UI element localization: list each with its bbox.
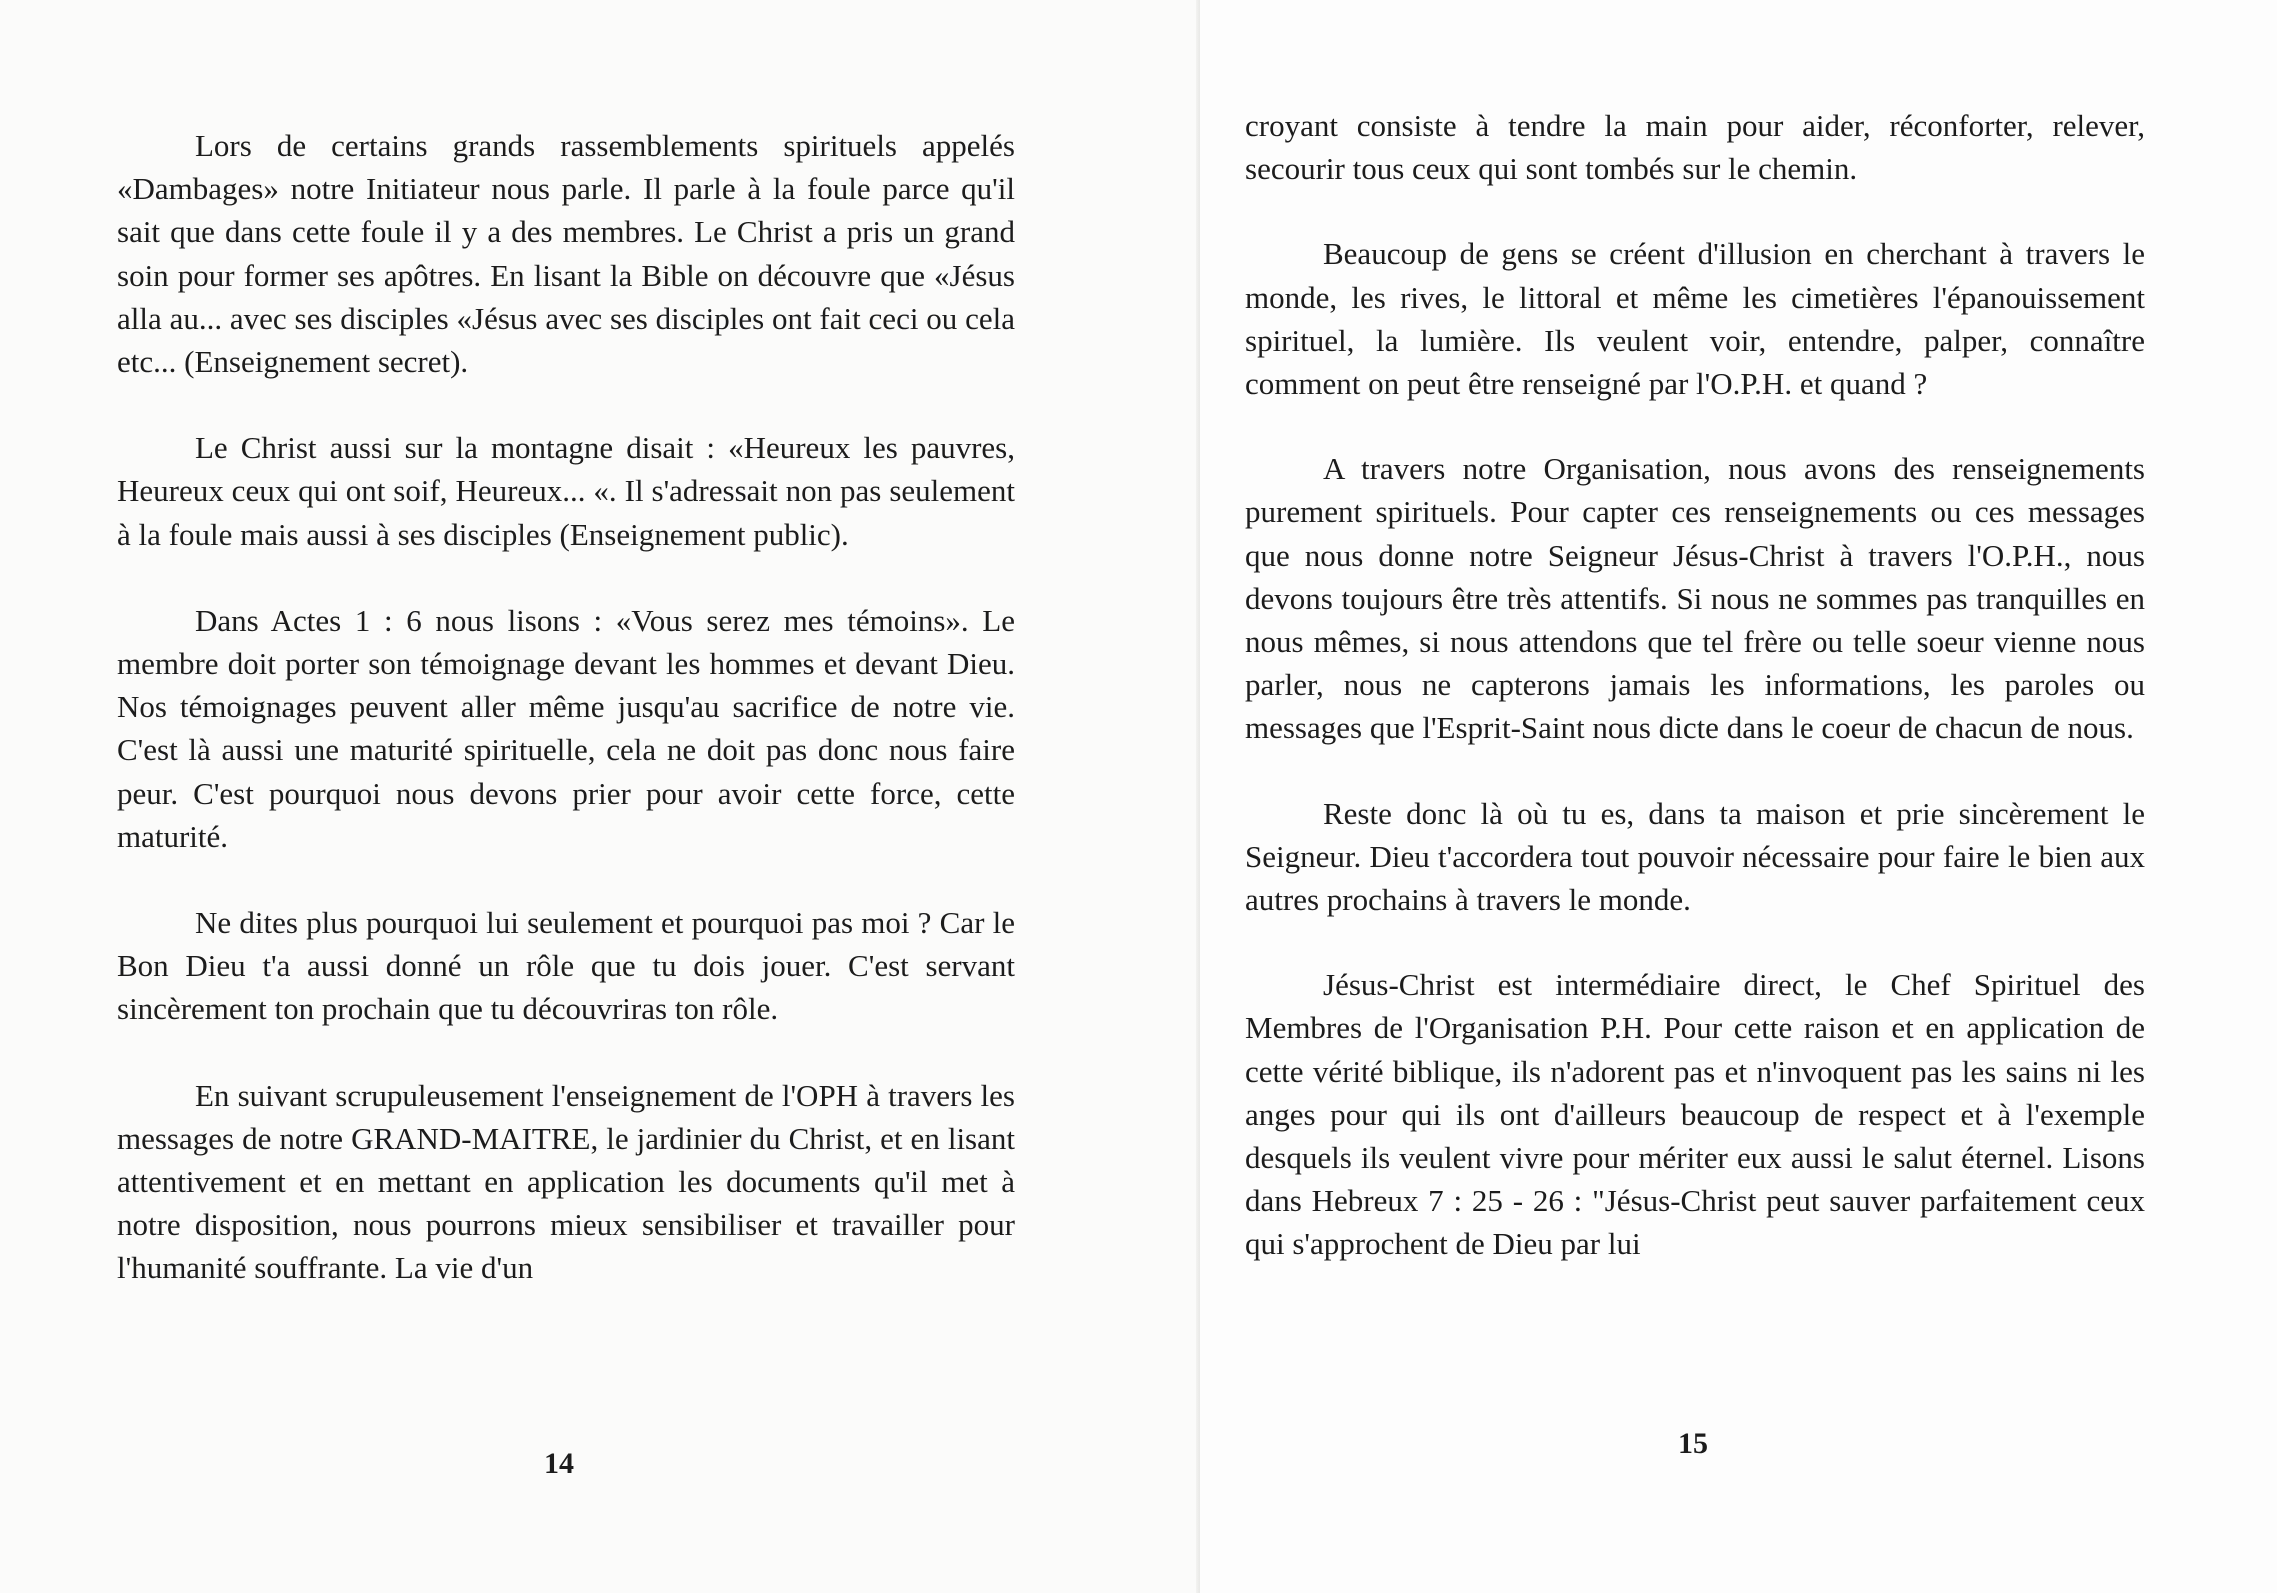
- paragraph: En suivant scrupuleusement l'enseignement de l'OPH à travers les messages de notre GRAND-MAITRE, le jardinier du Christ, et en lisant attentivement et en mettant en application les documents qu'il met à notre disposition, nous pourrons mieux sensibiliser et travailler pour l'humanité souffrante. La vie d'un: [117, 1077, 1015, 1286]
- right-page: [1200, 0, 2277, 1593]
- paragraph: Ne dites plus pourquoi lui seulement et pourquoi pas moi ? Car le Bon Dieu t'a aussi donné un rôle que tu dois jouer. C'est servant sincèrement ton prochain que tu découvriras ton rôle.: [117, 905, 1015, 1027]
- right-page-text: [1245, 104, 2145, 1308]
- left-page-text: [117, 124, 1015, 1333]
- paragraph: Lors de certains grands rassemblements spirituels appelés «Dambages» notre Initiateur nous parle. Il parle à la foule parce qu'il sait que dans cette foule il y a des membres. Le Christ a pris un grand soin pour former ses apôtres. En lisant la Bible on découvre que «Jésus alla au... avec ses disciples «Jésus avec ses disciples ont fait ceci ou cela etc... (Enseignement secret).: [117, 128, 1015, 380]
- paragraph: Jésus-Christ est intermédiaire direct, le Chef Spirituel des Membres de l'Organisation P.H. Pour cette raison et en application de cette vérité biblique, ils n'adorent pas et n'invoquent pas les sains ni les anges pour qui ils ont d'ailleurs beaucoup de respect et à l'exemple desquels ils veulent vivre pour mériter eux aussi le salut éternel. Lisons dans Hebreux 7 : 25 - 26 : "Jésus-Christ peut sauver parfaitement ceux qui s'approchent de Dieu par lui: [1245, 967, 2145, 1262]
- paragraph: Dans Actes 1 : 6 nous lisons : «Vous serez mes témoins». Le membre doit porter son témoignage devant les hommes et devant Dieu. Nos témoignages peuvent aller même jusqu'au sacrifice de notre vie. C'est là aussi une maturité spirituelle, cela ne doit pas donc nous faire peur. C'est pourquoi nous devons prier pour avoir cette force, cette maturité.: [117, 602, 1015, 854]
- paragraph: Beaucoup de gens se créent d'illusion en cherchant à travers le monde, les rives, le littoral et même les cimetières l'épanouissement spirituel, la lumière. Ils veulent voir, entendre, palper, connaître comment on peut être renseigné par l'O.P.H. et quand ?: [1245, 236, 2145, 402]
- paragraph: Reste donc là où tu es, dans ta maison et prie sincèrement le Seigneur. Dieu t'accordera tout pouvoir nécessaire pour faire le bien aux autres prochains à travers le monde.: [1245, 795, 2145, 918]
- paragraph: A travers notre Organisation, nous avons des renseignements purement spirituels. Pour capter ces renseignements ou ces messages que nous donne notre Seigneur Jésus-Christ à travers l'O.P.H., nous devons toujours être très attentifs. Si nous ne sommes pas tranquilles en nous mêmes, si nous attendons que tel frère ou telle soeur vienne nous parler, nous ne capterons jamais les informations, les paroles ou messages que l'Esprit-Saint nous dicte dans le coeur de chacun de nous.: [1245, 451, 2145, 746]
- page-number: 15: [1678, 1427, 1708, 1460]
- paragraph: Le Christ aussi sur la montagne disait : «Heureux les pauvres, Heureux ceux qui ont soif, Heureux... «. Il s'adressait non pas seulement à la foule mais aussi à ses disciples (Enseignement public).: [117, 430, 1015, 552]
- paragraph: croyant consiste à tendre la main pour aider, réconforter, relever, secourir tous ceux qui sont tombés sur le chemin.: [1245, 108, 2145, 187]
- page-number: 14: [544, 1447, 574, 1480]
